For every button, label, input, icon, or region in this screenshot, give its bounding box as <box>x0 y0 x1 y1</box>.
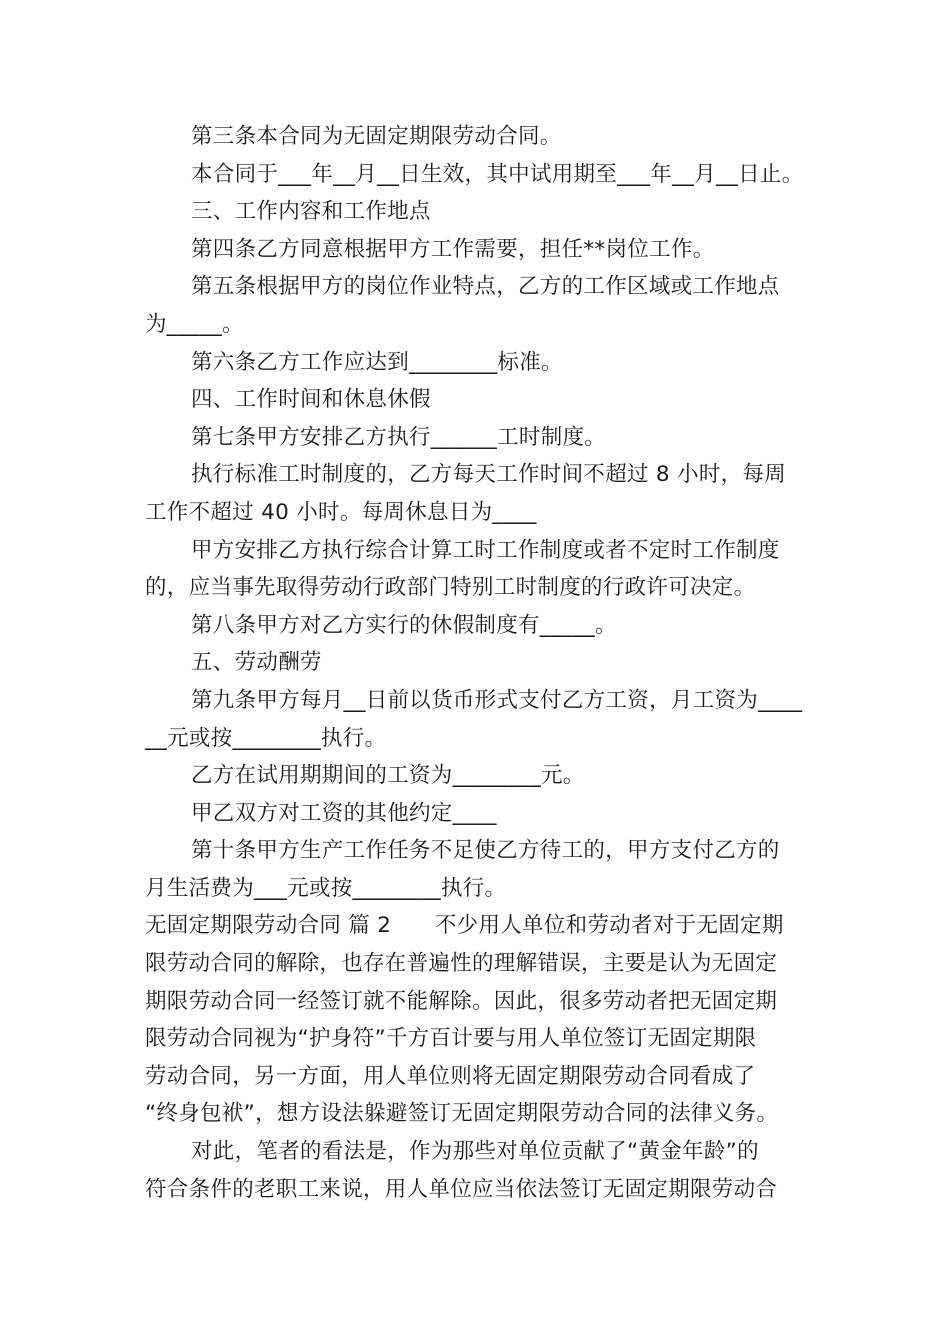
part-2-line-2: 限劳动合同的解除，也存在普遍性的理解错误，主要是认为无固定 <box>145 951 778 977</box>
section-3-heading: 三、工作内容和工作地点 <box>191 199 431 225</box>
article-4-line: 第四条乙方同意根据甲方工作需要，担任**岗位工作。 <box>191 236 715 262</box>
standard-hours-line-2: 工作不超过 40 小时。每周休息日为____ <box>145 499 537 525</box>
trial-wage-line: 乙方在试用期期间的工资为________元。 <box>191 763 585 789</box>
part-2-line-3: 期限劳动合同一经签订就不能解除。因此，很多劳动者把无固定期 <box>145 988 778 1014</box>
opinion-line-2: 符合条件的老职工来说，用人单位应当依法签订无固定期限劳动合 <box>145 1176 778 1202</box>
article-8-line: 第八条甲方对乙方实行的休假制度有_____。 <box>191 612 617 638</box>
article-6-line: 第六条乙方工作应达到________标准。 <box>191 349 563 375</box>
article-10-line-2: 月生活费为___元或按________执行。 <box>145 875 507 901</box>
comprehensive-hours-line-2: 的，应当事先取得劳动行政部门特别工时制度的行政许可决定。 <box>145 575 756 601</box>
section-5-heading: 五、劳动酬劳 <box>191 650 322 676</box>
article-5-line-1: 第五条根据甲方的岗位作业特点，乙方的工作区域或工作地点 <box>191 274 780 300</box>
article-9-line-1: 第九条甲方每月__日前以货币形式支付乙方工资，月工资为____ <box>191 687 803 713</box>
part-2-line-5: 劳动合同，另一方面，用人单位则将无固定期限劳动合同看成了 <box>145 1063 756 1089</box>
article-10-line-1: 第十条甲方生产工作任务不足使乙方待工的，甲方支付乙方的 <box>191 838 780 864</box>
other-agreement-line: 甲乙双方对工资的其他约定____ <box>191 800 497 826</box>
part-2-line-6: “终身包袱”，想方设法躲避签订无固定期限劳动合同的法律义务。 <box>145 1101 779 1127</box>
effective-date-line: 本合同于___年__月__日生效，其中试用期至___年__月__日止。 <box>191 161 804 187</box>
part-2-line-1: 无固定期限劳动合同 篇 2 不少用人单位和劳动者对于无固定期 <box>145 913 784 939</box>
section-4-heading: 四、工作时间和休息休假 <box>191 387 431 413</box>
opinion-line-1: 对此，笔者的看法是，作为那些对单位贡献了“黄金年龄”的 <box>191 1139 759 1165</box>
article-7-line: 第七条甲方安排乙方执行______工时制度。 <box>191 424 607 450</box>
standard-hours-line-1: 执行标准工时制度的，乙方每天工作时间不超过 8 小时，每周 <box>191 462 787 488</box>
part-2-line-4: 限劳动合同视为“护身符”千方百计要与用人单位签订无固定期限 <box>145 1026 757 1052</box>
comprehensive-hours-line-1: 甲方安排乙方执行综合计算工时工作制度或者不定时工作制度 <box>191 537 780 563</box>
article-9-line-2: __元或按________执行。 <box>145 725 387 751</box>
document-body <box>145 118 810 1208</box>
article-3-line: 第三条本合同为无固定期限劳动合同。 <box>191 124 562 149</box>
article-5-line-2: 为_____。 <box>145 311 244 337</box>
